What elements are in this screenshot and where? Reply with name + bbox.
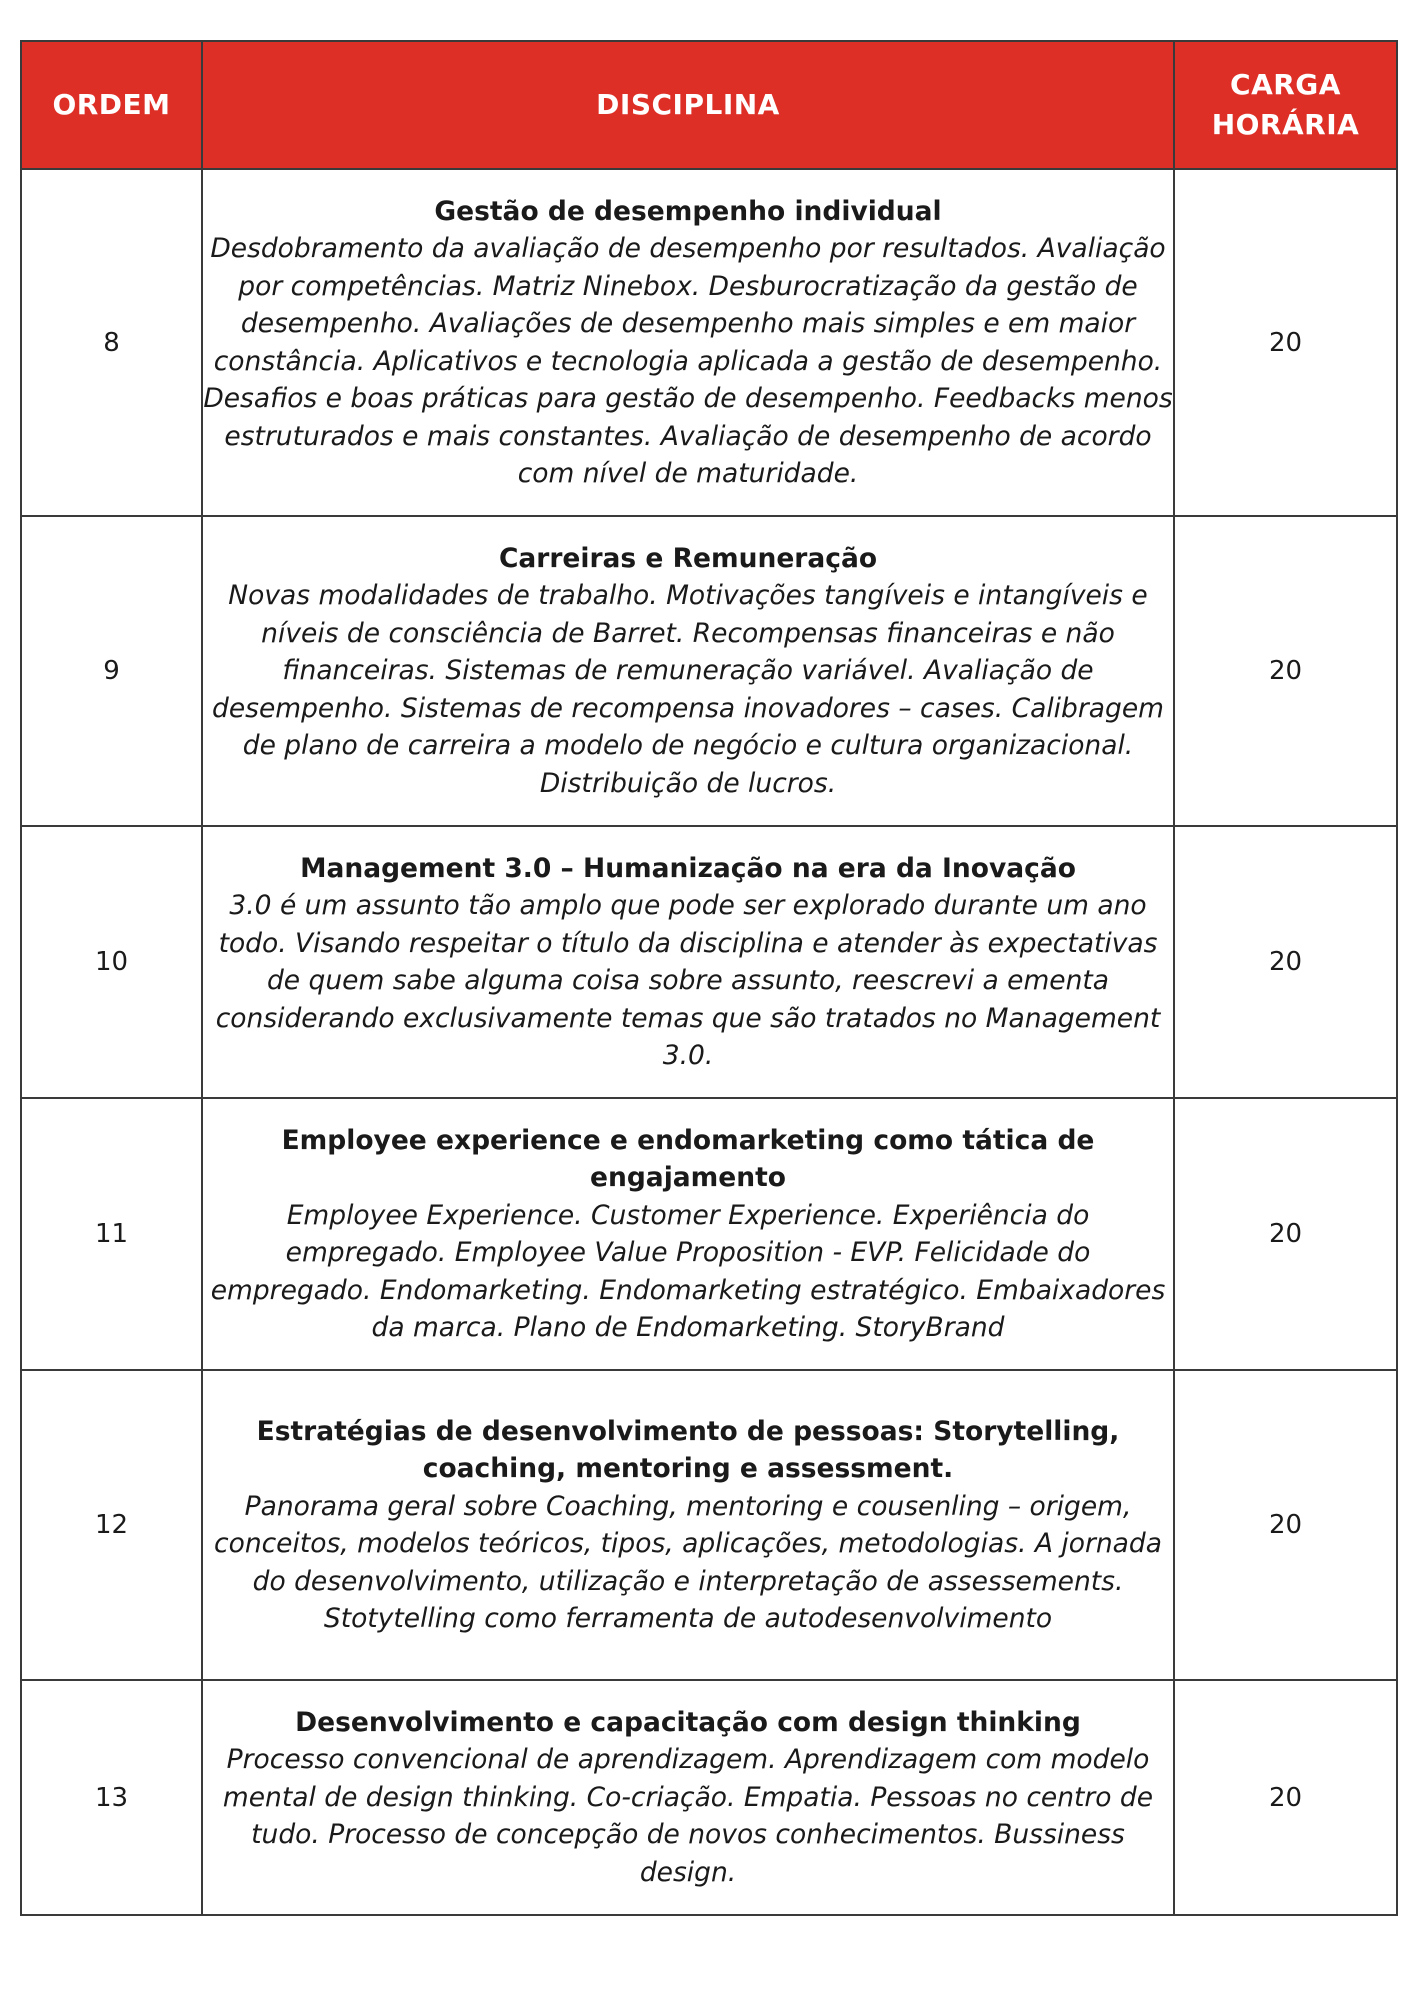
disciplina-title: Estratégias de desenvolvimento de pessoas: Storytelling, coaching, mentoring e assessment. <box>256 1415 1120 1484</box>
disciplina-cell <box>202 1680 1174 1915</box>
ordem-cell: 12 <box>21 1370 202 1680</box>
table-row <box>21 1370 1397 1680</box>
ordem-cell: 8 <box>21 169 202 516</box>
carga-horaria-cell: 20 <box>1174 1680 1397 1915</box>
disciplina-cell <box>202 826 1174 1098</box>
disciplina-title: Desenvolvimento e capacitação com design thinking <box>295 1706 1081 1738</box>
header-carga-line1: CARGA <box>1230 68 1341 101</box>
table-row <box>21 516 1397 826</box>
table-row <box>21 1680 1397 1915</box>
disciplina-cell <box>202 1098 1174 1370</box>
disciplina-description: Desdobramento da avaliação de desempenho por resultados. Avaliação por competências. Matriz Ninebox. Desburocratização da gestão de desempenho. Avaliações de desempenho mais simples e em maior constância. Aplicativos e tecnologia aplicada a gestão de desempenho. Desafios e boas práticas para gestão de desempenho. Feedbacks menos estruturados e mais constantes. Avaliação de desempenho de acordo com nível de maturidade. <box>203 233 1173 489</box>
carga-horaria-cell: 20 <box>1174 1370 1397 1680</box>
ordem-cell: 11 <box>21 1098 202 1370</box>
header-row <box>21 41 1397 169</box>
table-row <box>21 169 1397 516</box>
disciplina-description: 3.0 é um assunto tão amplo que pode ser explorado durante um ano todo. Visando respeitar o título da disciplina e atender às expectativas de quem sabe alguma coisa sobre assunto, reescrevi a ementa considerando exclusivamente temas que são tratados no Management 3.0. <box>215 890 1161 1071</box>
ordem-cell: 9 <box>21 516 202 826</box>
disciplina-description: Novas modalidades de trabalho. Motivações tangíveis e intangíveis e níveis de consciência de Barret. Recompensas financeiras e não financeiras. Sistemas de remuneração variável. Avaliação de desempenho. Sistemas de recompensa inovadores – cases. Calibragem de plano de carreira a modelo de negócio e cultura organizacional. Distribuição de lucros. <box>212 580 1164 799</box>
carga-horaria-cell: 20 <box>1174 1098 1397 1370</box>
table-row <box>21 826 1397 1098</box>
disciplina-title: Carreiras e Remuneração <box>498 542 878 574</box>
disciplina-cell <box>202 1370 1174 1680</box>
disciplina-description: Employee Experience. Customer Experience. Experiência do empregado. Employee Value Proposition - EVP. Felicidade do empregado. Endomarketing. Endomarketing estratégico. Embaixadores da marca. Plano de Endomarketing. StoryBrand <box>210 1199 1166 1343</box>
header-disciplina: DISCIPLINA <box>202 41 1174 169</box>
disciplina-title: Employee experience e endomarketing como tática de engajamento <box>281 1124 1095 1193</box>
carga-horaria-cell: 20 <box>1174 516 1397 826</box>
ordem-cell: 13 <box>21 1680 202 1915</box>
table-body <box>21 169 1397 1915</box>
disciplina-title: Management 3.0 – Humanização na era da Inovação <box>300 852 1076 884</box>
disciplina-title: Gestão de desempenho individual <box>434 195 942 227</box>
carga-horaria-cell: 20 <box>1174 169 1397 516</box>
disciplina-cell <box>202 516 1174 826</box>
table-row <box>21 1098 1397 1370</box>
ordem-cell: 10 <box>21 826 202 1098</box>
curriculum-table <box>20 40 1398 1916</box>
disciplina-description: Panorama geral sobre Coaching, mentoring e cousenling – origem, conceitos, modelos teóricos, tipos, aplicações, metodologias. A jornada do desenvolvimento, utilização e interpretação de assessements. Stotytelling como ferramenta de autodesenvolvimento <box>214 1490 1162 1634</box>
table-header <box>21 41 1397 169</box>
header-ordem: ORDEM <box>21 41 202 169</box>
carga-horaria-cell: 20 <box>1174 826 1397 1098</box>
header-carga-line2: HORÁRIA <box>1211 108 1360 141</box>
disciplina-cell <box>202 169 1174 516</box>
disciplina-description: Processo convencional de aprendizagem. Aprendizagem com modelo mental de design thinking. Co-criação. Empatia. Pessoas no centro de tudo. Processo de concepção de novos conhecimentos. Bussiness design. <box>222 1744 1154 1888</box>
header-carga-horaria <box>1174 41 1397 169</box>
